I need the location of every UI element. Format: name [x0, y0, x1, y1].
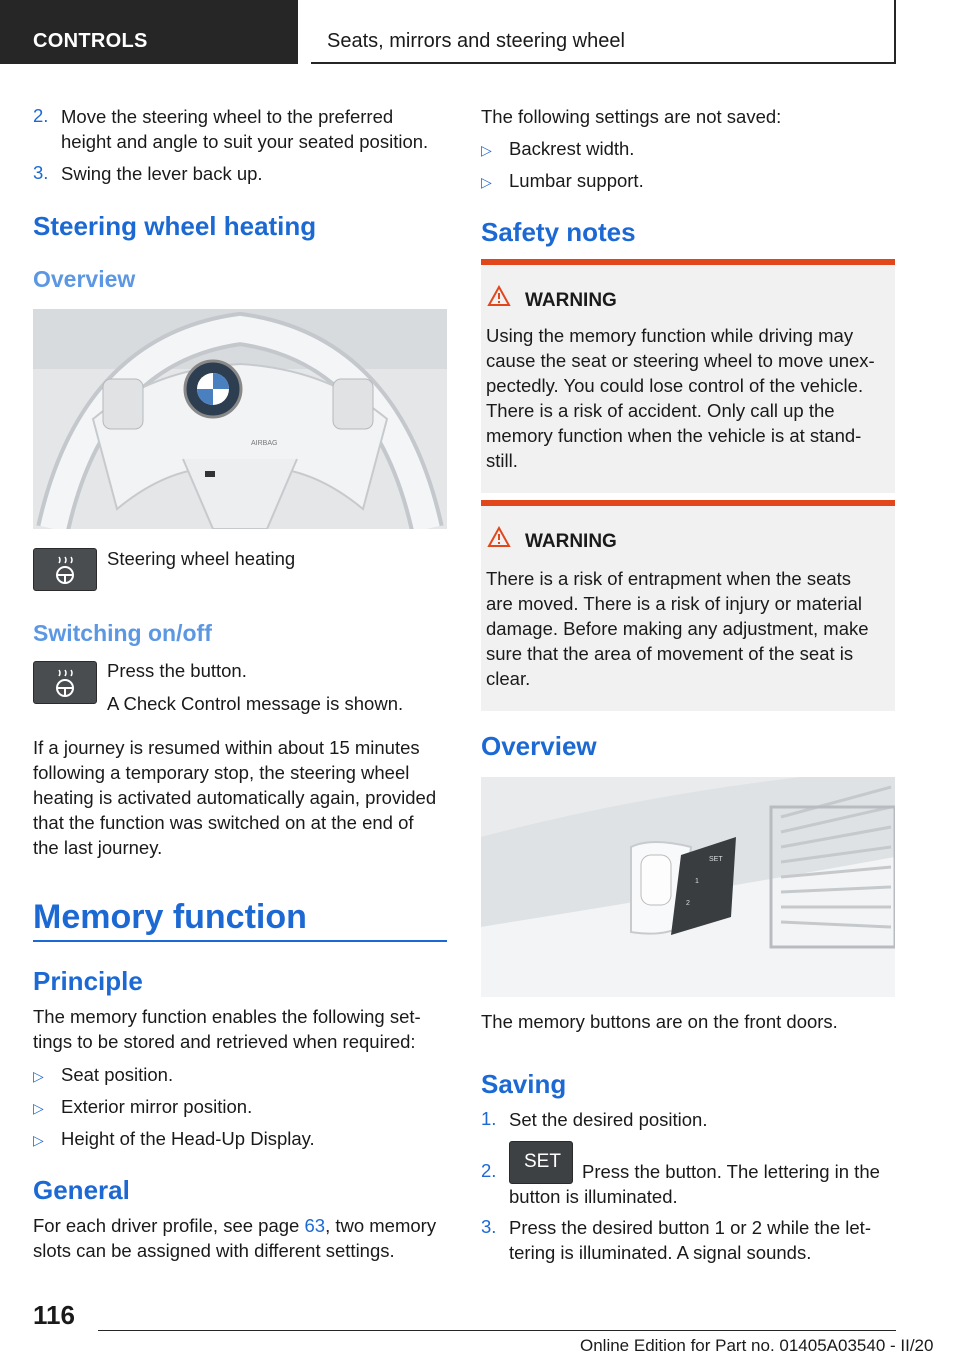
step-text: tering is illuminated. A signal sounds. — [509, 1242, 812, 1263]
step-text: Swing the lever back up. — [61, 163, 263, 184]
step-text: button is illuminated. — [509, 1186, 678, 1207]
list-item: Exterior mirror position. — [61, 1096, 253, 1117]
paragraph-line: The following settings are not saved: — [481, 106, 782, 127]
warning-box — [481, 259, 895, 493]
list-item: Lumbar support. — [509, 170, 644, 191]
chapter-header — [311, 0, 896, 64]
icon-caption: Steering wheel heating — [107, 548, 296, 569]
warning-line: pectedly. You could lose control of the vehicle. — [486, 375, 864, 396]
warning-line: clear. — [486, 668, 531, 689]
heading-switching: Switching on/off — [33, 620, 212, 646]
heading-saving: Saving — [481, 1069, 567, 1099]
instruction: A Check Control message is shown. — [107, 693, 404, 714]
airbag-label: AIRBAG — [251, 440, 278, 447]
step-number: 2. — [33, 105, 49, 126]
step-number: 3. — [33, 162, 49, 183]
image-caption: The memory buttons are on the front doors. — [481, 1011, 838, 1032]
step-text: height and angle to suit your seated position. — [61, 131, 429, 152]
chapter-title: Seats, mirrors and steering wheel — [327, 30, 625, 52]
heading-overview: Overview — [33, 266, 136, 292]
paragraph-line: slots can be assigned with different settings. — [33, 1240, 395, 1261]
warning-line: memory function when the vehicle is at stand‐ — [486, 425, 862, 446]
bullet-icon: ▷ — [481, 142, 492, 158]
heading-underline — [33, 940, 447, 942]
warning-line: sure that the area of movement of the seat is — [486, 643, 854, 664]
paragraph-line: The memory function enables the following set‐ — [33, 1006, 421, 1027]
warning-line: damage. Before making any adjustment, make — [486, 618, 869, 639]
door-memory-buttons-illustration — [481, 777, 895, 997]
step-number: 3. — [481, 1216, 497, 1237]
door-button-1-label: 1 — [695, 878, 699, 885]
step-text: Press the desired button 1 or 2 while the let‐ — [509, 1217, 871, 1238]
heading-steering-wheel-heating: Steering wheel heating — [33, 211, 317, 241]
bullet-icon: ▷ — [33, 1100, 44, 1116]
section-title: CONTROLS — [33, 30, 148, 52]
warning-line: There is a risk of entrapment when the seats — [486, 568, 852, 589]
footer-divider — [98, 1330, 896, 1331]
list-item: Height of the Head-Up Display. — [61, 1128, 315, 1149]
warning-line: still. — [486, 450, 518, 471]
step-number: 2. — [481, 1160, 497, 1181]
paragraph-line: that the function was switched on at the end of — [33, 812, 414, 833]
bullet-icon: ▷ — [33, 1132, 44, 1148]
heading-memory-function: Memory function — [33, 898, 307, 936]
bullet-icon: ▷ — [481, 174, 492, 190]
paragraph-line: the last journey. — [33, 837, 163, 858]
set-button — [509, 1141, 573, 1184]
page-link[interactable]: 63 — [304, 1215, 326, 1236]
warning-icon — [487, 526, 511, 548]
paragraph-line: For each driver profile, see page 63, two memory — [33, 1215, 437, 1236]
heading-safety-notes: Safety notes — [481, 217, 636, 247]
warning-icon — [487, 285, 511, 307]
steering-wheel-illustration — [33, 309, 447, 529]
warning-box — [481, 500, 895, 711]
step-number: 1. — [481, 1108, 497, 1129]
paragraph-line: following a temporary stop, the steering wheel — [33, 762, 410, 783]
steering-wheel-heating-button — [33, 661, 97, 704]
warning-label: WARNING — [525, 531, 617, 552]
door-button-2-label: 2 — [686, 900, 690, 907]
list-item: Seat position. — [61, 1064, 174, 1085]
step-text: Move the steering wheel to the preferred — [61, 106, 394, 127]
heading-overview: Overview — [481, 731, 597, 761]
step-text: Press the button. The lettering in the — [582, 1161, 880, 1182]
paragraph-line: If a journey is resumed within about 15 minutes — [33, 737, 420, 758]
bullet-icon: ▷ — [33, 1068, 44, 1084]
warning-line: are moved. There is a risk of injury or material — [486, 593, 862, 614]
list-item: Backrest width. — [509, 138, 635, 159]
warning-line: cause the seat or steering wheel to move unex‐ — [486, 350, 875, 371]
steering-wheel-heating-icon — [34, 549, 96, 590]
instruction: Press the button. — [107, 660, 247, 681]
warning-line: Using the memory function while driving may — [486, 325, 854, 346]
heading-principle: Principle — [33, 966, 143, 996]
warning-line: There is a risk of accident. Only call up the — [486, 400, 835, 421]
warning-label: WARNING — [525, 290, 617, 311]
set-button-label: SET — [524, 1151, 561, 1172]
heading-general: General — [33, 1175, 130, 1205]
paragraph-line: tings to be stored and retrieved when required: — [33, 1031, 416, 1052]
step-text: Set the desired position. — [509, 1109, 708, 1130]
page-number: 116 — [33, 1300, 75, 1330]
steering-wheel-heating-button — [33, 548, 97, 591]
paragraph-line: heating is activated automatically again, provided — [33, 787, 437, 808]
section-tab — [0, 0, 298, 64]
door-button-set-label: SET — [709, 856, 723, 863]
steering-wheel-heating-icon — [34, 662, 96, 703]
edition-text: Online Edition for Part no. 01405A03540 - II/20 — [580, 1336, 934, 1355]
